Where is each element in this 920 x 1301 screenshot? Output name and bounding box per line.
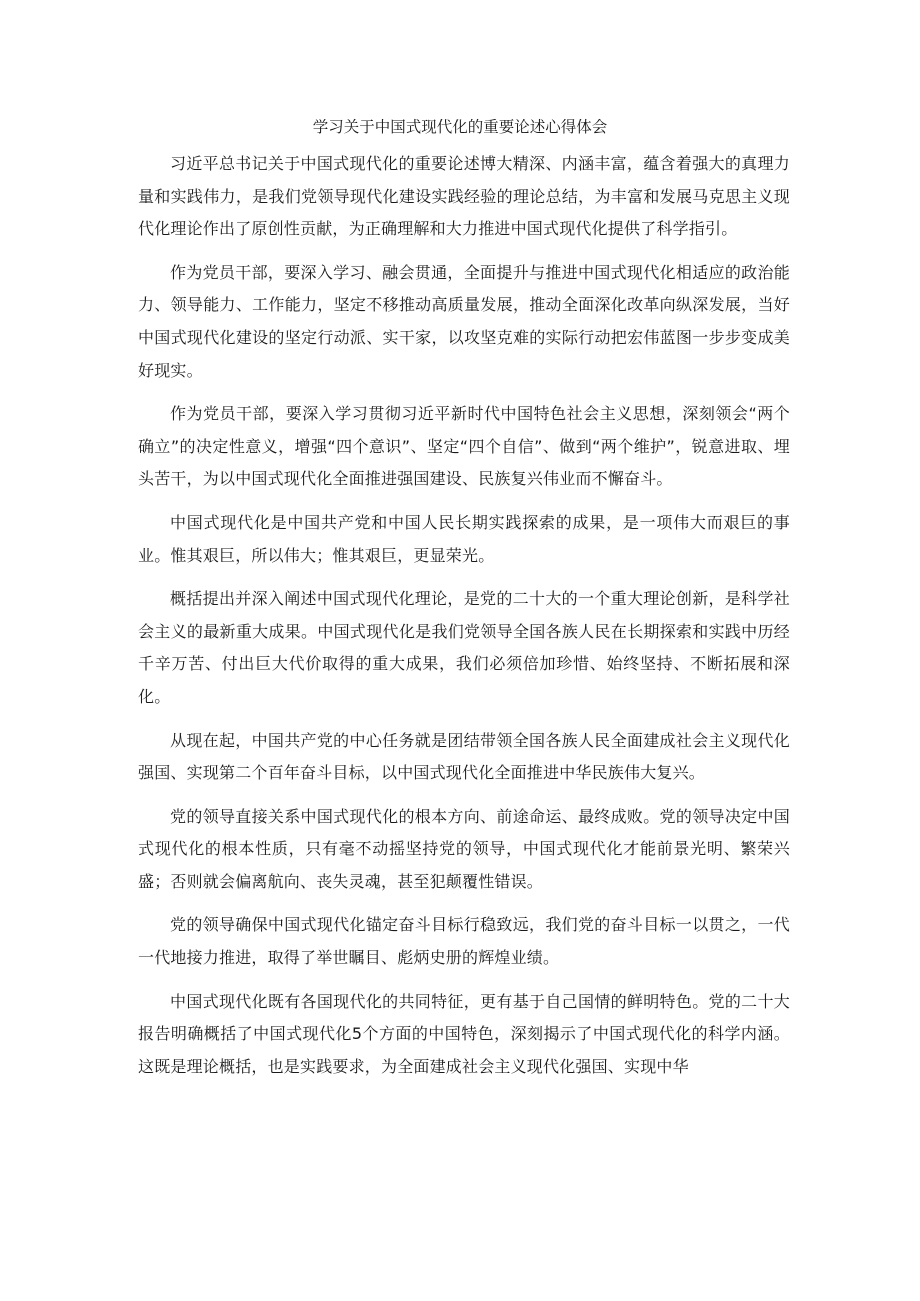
document-title: 学习关于中国式现代化的重要论述心得体会 [312, 118, 608, 136]
paragraph-4: 中国式现代化是中国共产党和中国人民长期实践探索的成果，是一项伟大而艰巨的事业。惟其艰巨，所以伟大；惟其艰巨，更显荣光。 [138, 512, 790, 565]
document-body [138, 148, 790, 1094]
paragraph-2: 作为党员干部，要深入学习、融会贯通，全面提升与推进中国式现代化相适应的政治能力、领导能力、工作能力，坚定不移推动高质量发展，推动全面深化改革向纵深发展，当好中国式现代化建设的坚定行动派、实干家，以攻坚克难的实际行动把宏伟蓝图一步步变成美好现实。 [138, 262, 790, 380]
paragraph-6: 从现在起，中国共产党的中心任务就是团结带领全国各族人民全面建成社会主义现代化强国、实现第二个百年奋斗目标，以中国式现代化全面推进中华民族伟大复兴。 [138, 730, 790, 783]
paragraph-8: 党的领导确保中国式现代化锚定奋斗目标行稳致远，我们党的奋斗目标一以贯之，一代一代地接力推进，取得了举世瞩目、彪炳史册的辉煌业绩。 [138, 915, 790, 968]
paragraph-5: 概括提出并深入阐述中国式现代化理论，是党的二十大的一个重大理论创新，是科学社会主义的最新重大成果。中国式现代化是我们党领导全国各族人民在长期探索和实践中历经千辛万苦、付出巨大代价取得的重大成果，我们必须倍加珍惜、始终坚持、不断拓展和深化。 [138, 589, 790, 706]
paragraph-3: 作为党员干部，要深入学习贯彻习近平新时代中国特色社会主义思想，深刻领会“两个确立”的决定性意义，增强“四个意识”、坚定“四个自信”、做到“两个维护”，锐意进取、埋头苦干，为以中国式现代化全面推进强国建设、民族复兴伟业而不懈奋斗。 [138, 404, 790, 489]
paragraph-1: 习近平总书记关于中国式现代化的重要论述博大精深、内涵丰富，蕴含着强大的真理力量和实践伟力，是我们党领导现代化建设实践经验的理论总结，为丰富和发展马克思主义现代化理论作出了原创性贡献，为正确理解和大力推进中国式现代化提供了科学指引。 [138, 154, 790, 239]
paragraph-7: 党的领导直接关系中国式现代化的根本方向、前途命运、最终成败。党的领导决定中国式现代化的根本性质，只有毫不动摇坚持党的领导，中国式现代化才能前景光明、繁荣兴盛；否则就会偏离航向、丧失灵魂，甚至犯颠覆性错误。 [138, 806, 790, 891]
paragraph-9: 中国式现代化既有各国现代化的共同特征，更有基于自己国情的鲜明特色。党的二十大报告明确概括了中国式现代化5个方面的中国特色，深刻揭示了中国式现代化的科学内涵。这既是理论概括，也是实践要求，为全面建成社会主义现代化强国、实现中华 [138, 991, 790, 1076]
